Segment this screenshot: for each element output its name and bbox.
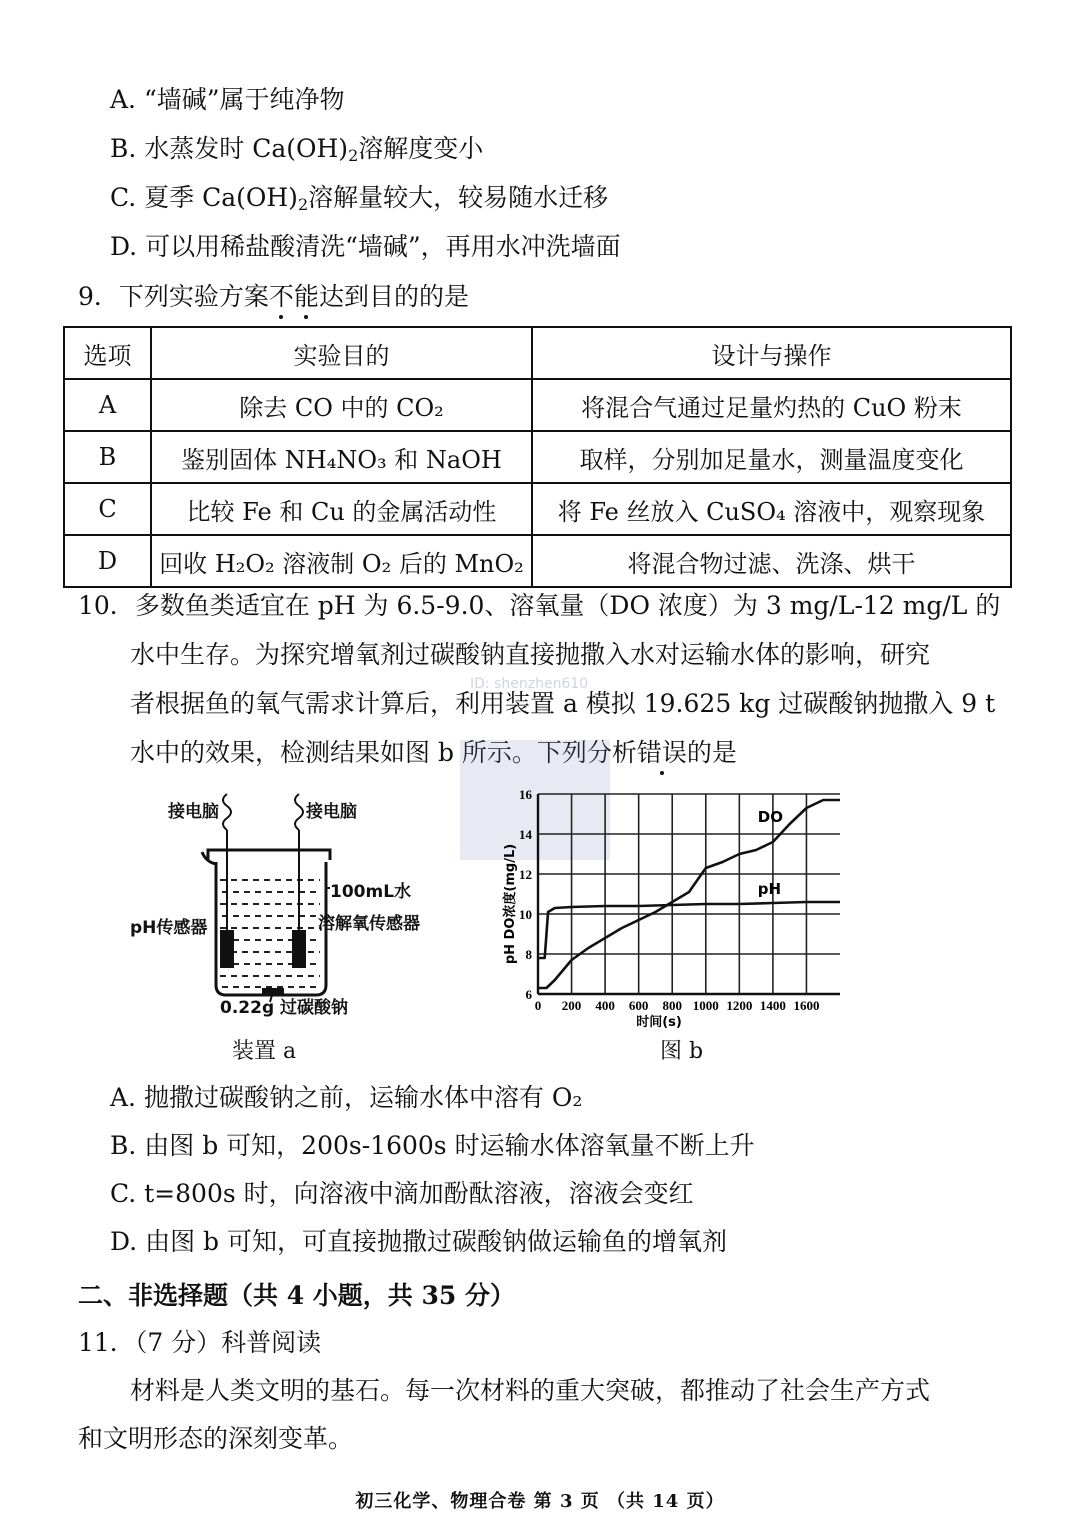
table-row bbox=[64, 483, 1011, 535]
q8-option-d bbox=[110, 231, 621, 263]
option-text: 溶解量较大，较易随水迁移 bbox=[308, 183, 609, 212]
x-axis-label: 时间(s) bbox=[636, 1015, 682, 1030]
series-line-ph bbox=[538, 902, 840, 958]
table-header: 设计与操作 bbox=[532, 327, 1011, 379]
ph-sensor bbox=[220, 930, 234, 968]
option-label: C. bbox=[110, 183, 137, 212]
option-text: 可以用稀盐酸清洗“墙碱”，再用水冲洗墙面 bbox=[145, 232, 621, 261]
option-label: C. bbox=[110, 1179, 137, 1208]
question-number: 9． bbox=[78, 282, 119, 311]
emphasis-text: 错误 bbox=[636, 738, 687, 767]
q10-stem-line-4 bbox=[130, 737, 737, 769]
chart-b bbox=[500, 782, 850, 1032]
option-text: 水蒸发时 Ca(OH) bbox=[144, 134, 349, 163]
stem-text: 水中的效果，检测结果如图 b 所示。下列分析 bbox=[130, 738, 637, 767]
label-computer-left: 接电脑 bbox=[168, 802, 219, 822]
table-row bbox=[64, 379, 1011, 431]
x-tick-label: 1600 bbox=[793, 998, 820, 1013]
q10-option-b bbox=[110, 1130, 755, 1162]
option-label: D. bbox=[110, 1227, 138, 1256]
do-sensor bbox=[292, 930, 306, 968]
stem-text: 下列实验方案 bbox=[118, 282, 269, 311]
table-header-row bbox=[64, 327, 1011, 379]
option-text: 夏季 Ca(OH) bbox=[144, 183, 298, 212]
subscript: 2 bbox=[297, 195, 309, 214]
table-cell: D bbox=[64, 535, 151, 587]
watermark-text: ID: shenzhen610 bbox=[470, 676, 589, 692]
section-heading: 二、非选择题（共 4 小题，共 35 分） bbox=[78, 1281, 516, 1310]
q11-paragraph-line-1: 材料是人类文明的基石。每一次材料的重大突破，都推动了社会生产方式 bbox=[130, 1376, 931, 1405]
x-tick-label: 0 bbox=[534, 998, 542, 1013]
table-cell: 鉴别固体 NH₄NO₃ 和 NaOH bbox=[151, 431, 532, 483]
q10-option-c bbox=[110, 1178, 694, 1210]
x-tick-label: 1200 bbox=[726, 998, 753, 1013]
y-tick-label: 8 bbox=[525, 947, 532, 962]
table-cell: B bbox=[64, 431, 151, 483]
x-tick-label: 600 bbox=[628, 998, 649, 1013]
subscript: 2 bbox=[348, 146, 359, 165]
option-label: B. bbox=[110, 1131, 137, 1160]
table-header: 实验目的 bbox=[151, 327, 532, 379]
q8-option-b bbox=[110, 133, 483, 172]
series-label: pH bbox=[757, 880, 782, 898]
option-text: 由图 b 可知，可直接抛撒过碳酸钠做运输鱼的增氧剂 bbox=[145, 1227, 727, 1256]
label-computer-right: 接电脑 bbox=[306, 802, 357, 822]
y-tick-label: 6 bbox=[525, 987, 532, 1002]
series-line-do bbox=[538, 800, 840, 988]
option-text: 抛撒过碳酸钠之前，运输水体中溶有 O₂ bbox=[143, 1083, 583, 1112]
emphasis-text: 不 bbox=[268, 282, 294, 311]
table-header: 选项 bbox=[64, 327, 151, 379]
q8-option-a bbox=[110, 84, 345, 116]
x-tick-label: 1400 bbox=[759, 998, 786, 1013]
table-cell: 取样，分别加足量水，测量温度变化 bbox=[532, 431, 1011, 483]
option-label: A. bbox=[110, 1083, 137, 1112]
label-do-sensor: 溶解氧传感器 bbox=[318, 914, 420, 934]
wire-left bbox=[223, 794, 231, 830]
q11-paragraph-line-2: 和文明形态的深刻变革。 bbox=[78, 1424, 354, 1453]
y-axis-label: pH DO浓度(mg/L) bbox=[503, 843, 518, 965]
stem-text: 的是 bbox=[686, 738, 737, 767]
table-cell: 除去 CO 中的 CO₂ bbox=[151, 379, 532, 431]
label-ph-sensor: pH传感器 bbox=[130, 918, 208, 938]
label-reagent: 0.22g 过碳酸钠 bbox=[220, 998, 349, 1018]
table-cell: 将 Fe 丝放入 CuSO₄ 溶液中，观察现象 bbox=[532, 483, 1011, 535]
chart-caption: 图 b bbox=[660, 1039, 704, 1064]
y-tick-label: 16 bbox=[519, 787, 532, 802]
q10-stem-line-2: 水中生存。为探究增氧剂过碳酸钠直接抛撒入水对运输水体的影响，研究 bbox=[130, 640, 931, 669]
label-water: 100mL水 bbox=[330, 882, 412, 902]
q8-option-c bbox=[110, 182, 608, 221]
option-text: t=800s 时，向溶液中滴加酚酞溶液，溶液会变红 bbox=[144, 1179, 694, 1208]
q9-table bbox=[63, 326, 1012, 588]
table-cell: A bbox=[64, 379, 151, 431]
apparatus-caption: 装置 a bbox=[232, 1039, 297, 1064]
stem-text: 多数鱼类适宜在 pH 为 6.5-9.0、溶氧量（DO 浓度）为 3 mg/L-12 mg/L 的 bbox=[134, 591, 1001, 620]
option-text: “墙碱”属于纯净物 bbox=[143, 85, 345, 114]
q11-heading bbox=[78, 1327, 321, 1359]
emphasis-text: 能 bbox=[293, 282, 319, 311]
question-title: （7 分）科普阅读 bbox=[134, 1328, 322, 1357]
q10-option-a bbox=[110, 1082, 582, 1114]
x-tick-label: 1000 bbox=[692, 998, 719, 1013]
option-text: 由图 b 可知，200s-1600s 时运输水体溶氧量不断上升 bbox=[144, 1131, 755, 1160]
y-tick-label: 14 bbox=[519, 827, 532, 842]
option-label: A. bbox=[110, 85, 137, 114]
question-number: 10． bbox=[78, 591, 135, 620]
q10-stem-line-3: 者根据鱼的氧气需求计算后，利用装置 a 模拟 19.625 kg 过碳酸钠抛撒入 9 t bbox=[130, 689, 996, 718]
table-row bbox=[64, 431, 1011, 483]
option-label: B. bbox=[110, 134, 137, 163]
q10-stem-line-1 bbox=[78, 590, 1000, 622]
question-number: 11． bbox=[78, 1328, 135, 1357]
table-cell: 将混合物过滤、洗涤、烘干 bbox=[532, 535, 1011, 587]
y-tick-label: 12 bbox=[519, 867, 532, 882]
table-cell: 将混合气通过足量灼热的 CuO 粉末 bbox=[532, 379, 1011, 431]
x-tick-label: 800 bbox=[662, 998, 682, 1013]
table-cell: 回收 H₂O₂ 溶液制 O₂ 后的 MnO₂ bbox=[151, 535, 532, 587]
stem-text: 达到目的的是 bbox=[318, 282, 469, 311]
option-text: 溶解度变小 bbox=[358, 134, 484, 163]
page-footer: 初三化学、物理合卷 第 3 页 （共 14 页） bbox=[355, 1491, 725, 1512]
table-cell: C bbox=[64, 483, 151, 535]
q9-stem bbox=[78, 281, 469, 313]
table-row bbox=[64, 535, 1011, 587]
x-tick-label: 400 bbox=[595, 998, 615, 1013]
table-cell: 比较 Fe 和 Cu 的金属活动性 bbox=[151, 483, 532, 535]
wire-right bbox=[295, 794, 303, 830]
y-tick-label: 10 bbox=[519, 907, 532, 922]
x-tick-label: 200 bbox=[561, 998, 582, 1013]
series-label: DO bbox=[757, 808, 783, 826]
option-label: D. bbox=[110, 232, 138, 261]
q10-option-d bbox=[110, 1226, 727, 1258]
